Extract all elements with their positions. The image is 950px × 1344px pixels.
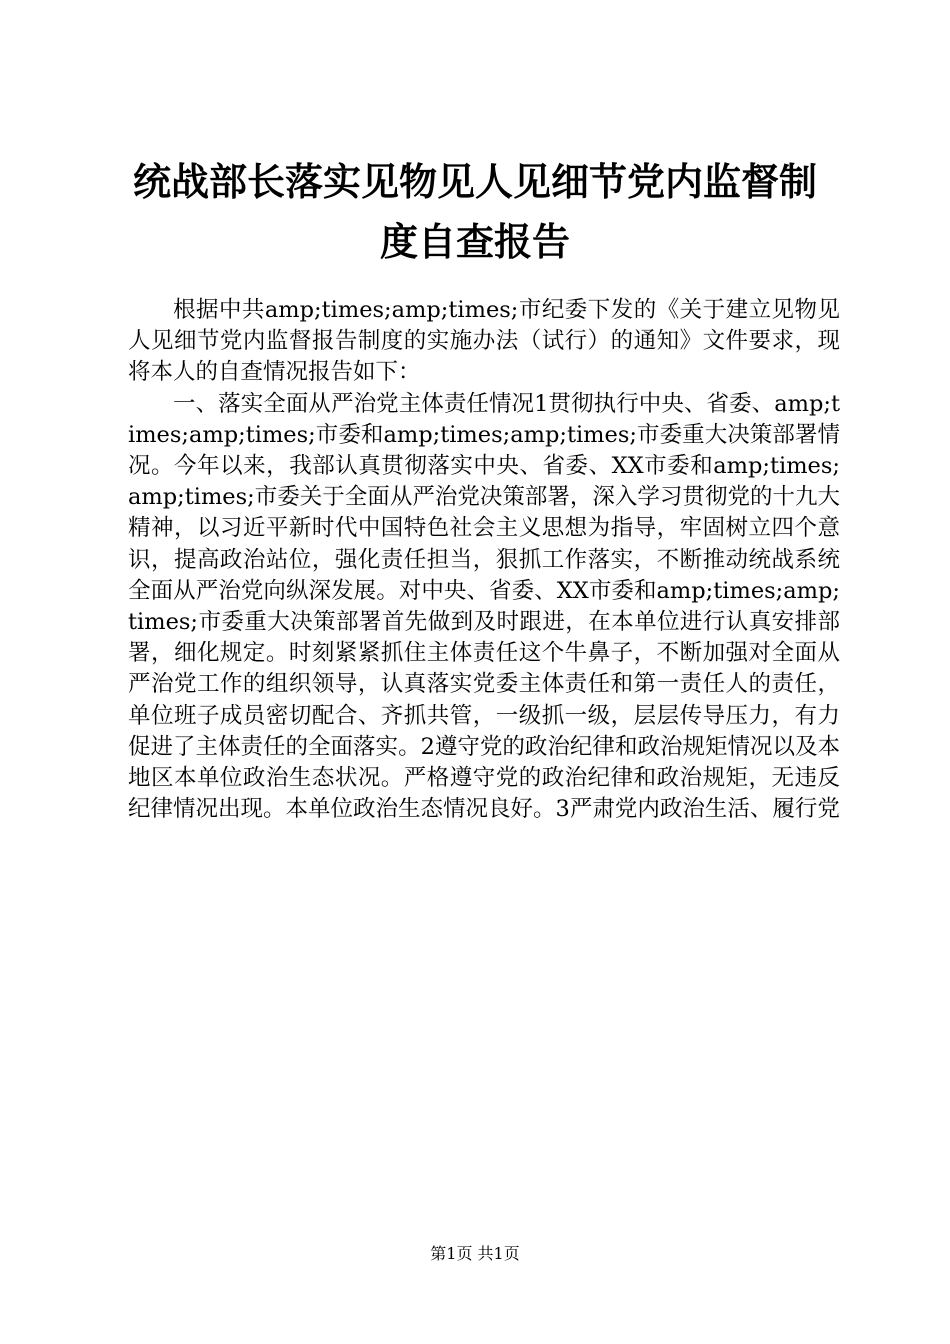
document-body [128, 295, 840, 825]
paragraph-intro: 根据中共amp;times;amp;times;市纪委下发的《关于建立见物见人见细节党内监督报告制度的实施办法（试行）的通知》文件要求，现将本人的自查情况报告如下： [128, 297, 840, 386]
page-number-footer: 第1页 共1页 [430, 1244, 520, 1263]
document-title: 统战部长落实见物见人见细节党内监督制度自查报告 [132, 159, 817, 264]
paragraph-section-one: 一、落实全面从严治党主体责任情况1贯彻执行中央、省委、amp;times;amp;times;市委和amp;times;amp;times;市委重大决策部署情况。今年以来，我部认真贯彻落实中央、省委、XX市委和amp;times;amp;times;市委关于全面从严治党决策部署，深入学习贯彻党的十九大精神，以习近平新时代中国特色社会主义思想为指导，牢固树立四个意识，提高政治站位，强化责任担当，狠抓工作落实，不断推动统战系统全面从严治党向纵深发展。对中央、省委、XX市委和amp;times;amp;times;市委重大决策部署首先做到及时跟进，在本单位进行认真安排部署，细化规定。时刻紧紧抓住主体责任这个牛鼻子，不断加强对全面从严治党工作的组织领导，认真落实党委主体责任和第一责任人的责任，单位班子成员密切配合、齐抓共管，一级抓一级，层层传导压力，有力促进了主体责任的全面落实。2遵守党的政治纪律和政治规矩情况以及本地区本单位政治生态状况。严格遵守党的政治纪律和政治规矩，无违反纪律情况出现。本单位政治生态情况良好。3严肃党内政治生活、履行党 [128, 390, 840, 823]
